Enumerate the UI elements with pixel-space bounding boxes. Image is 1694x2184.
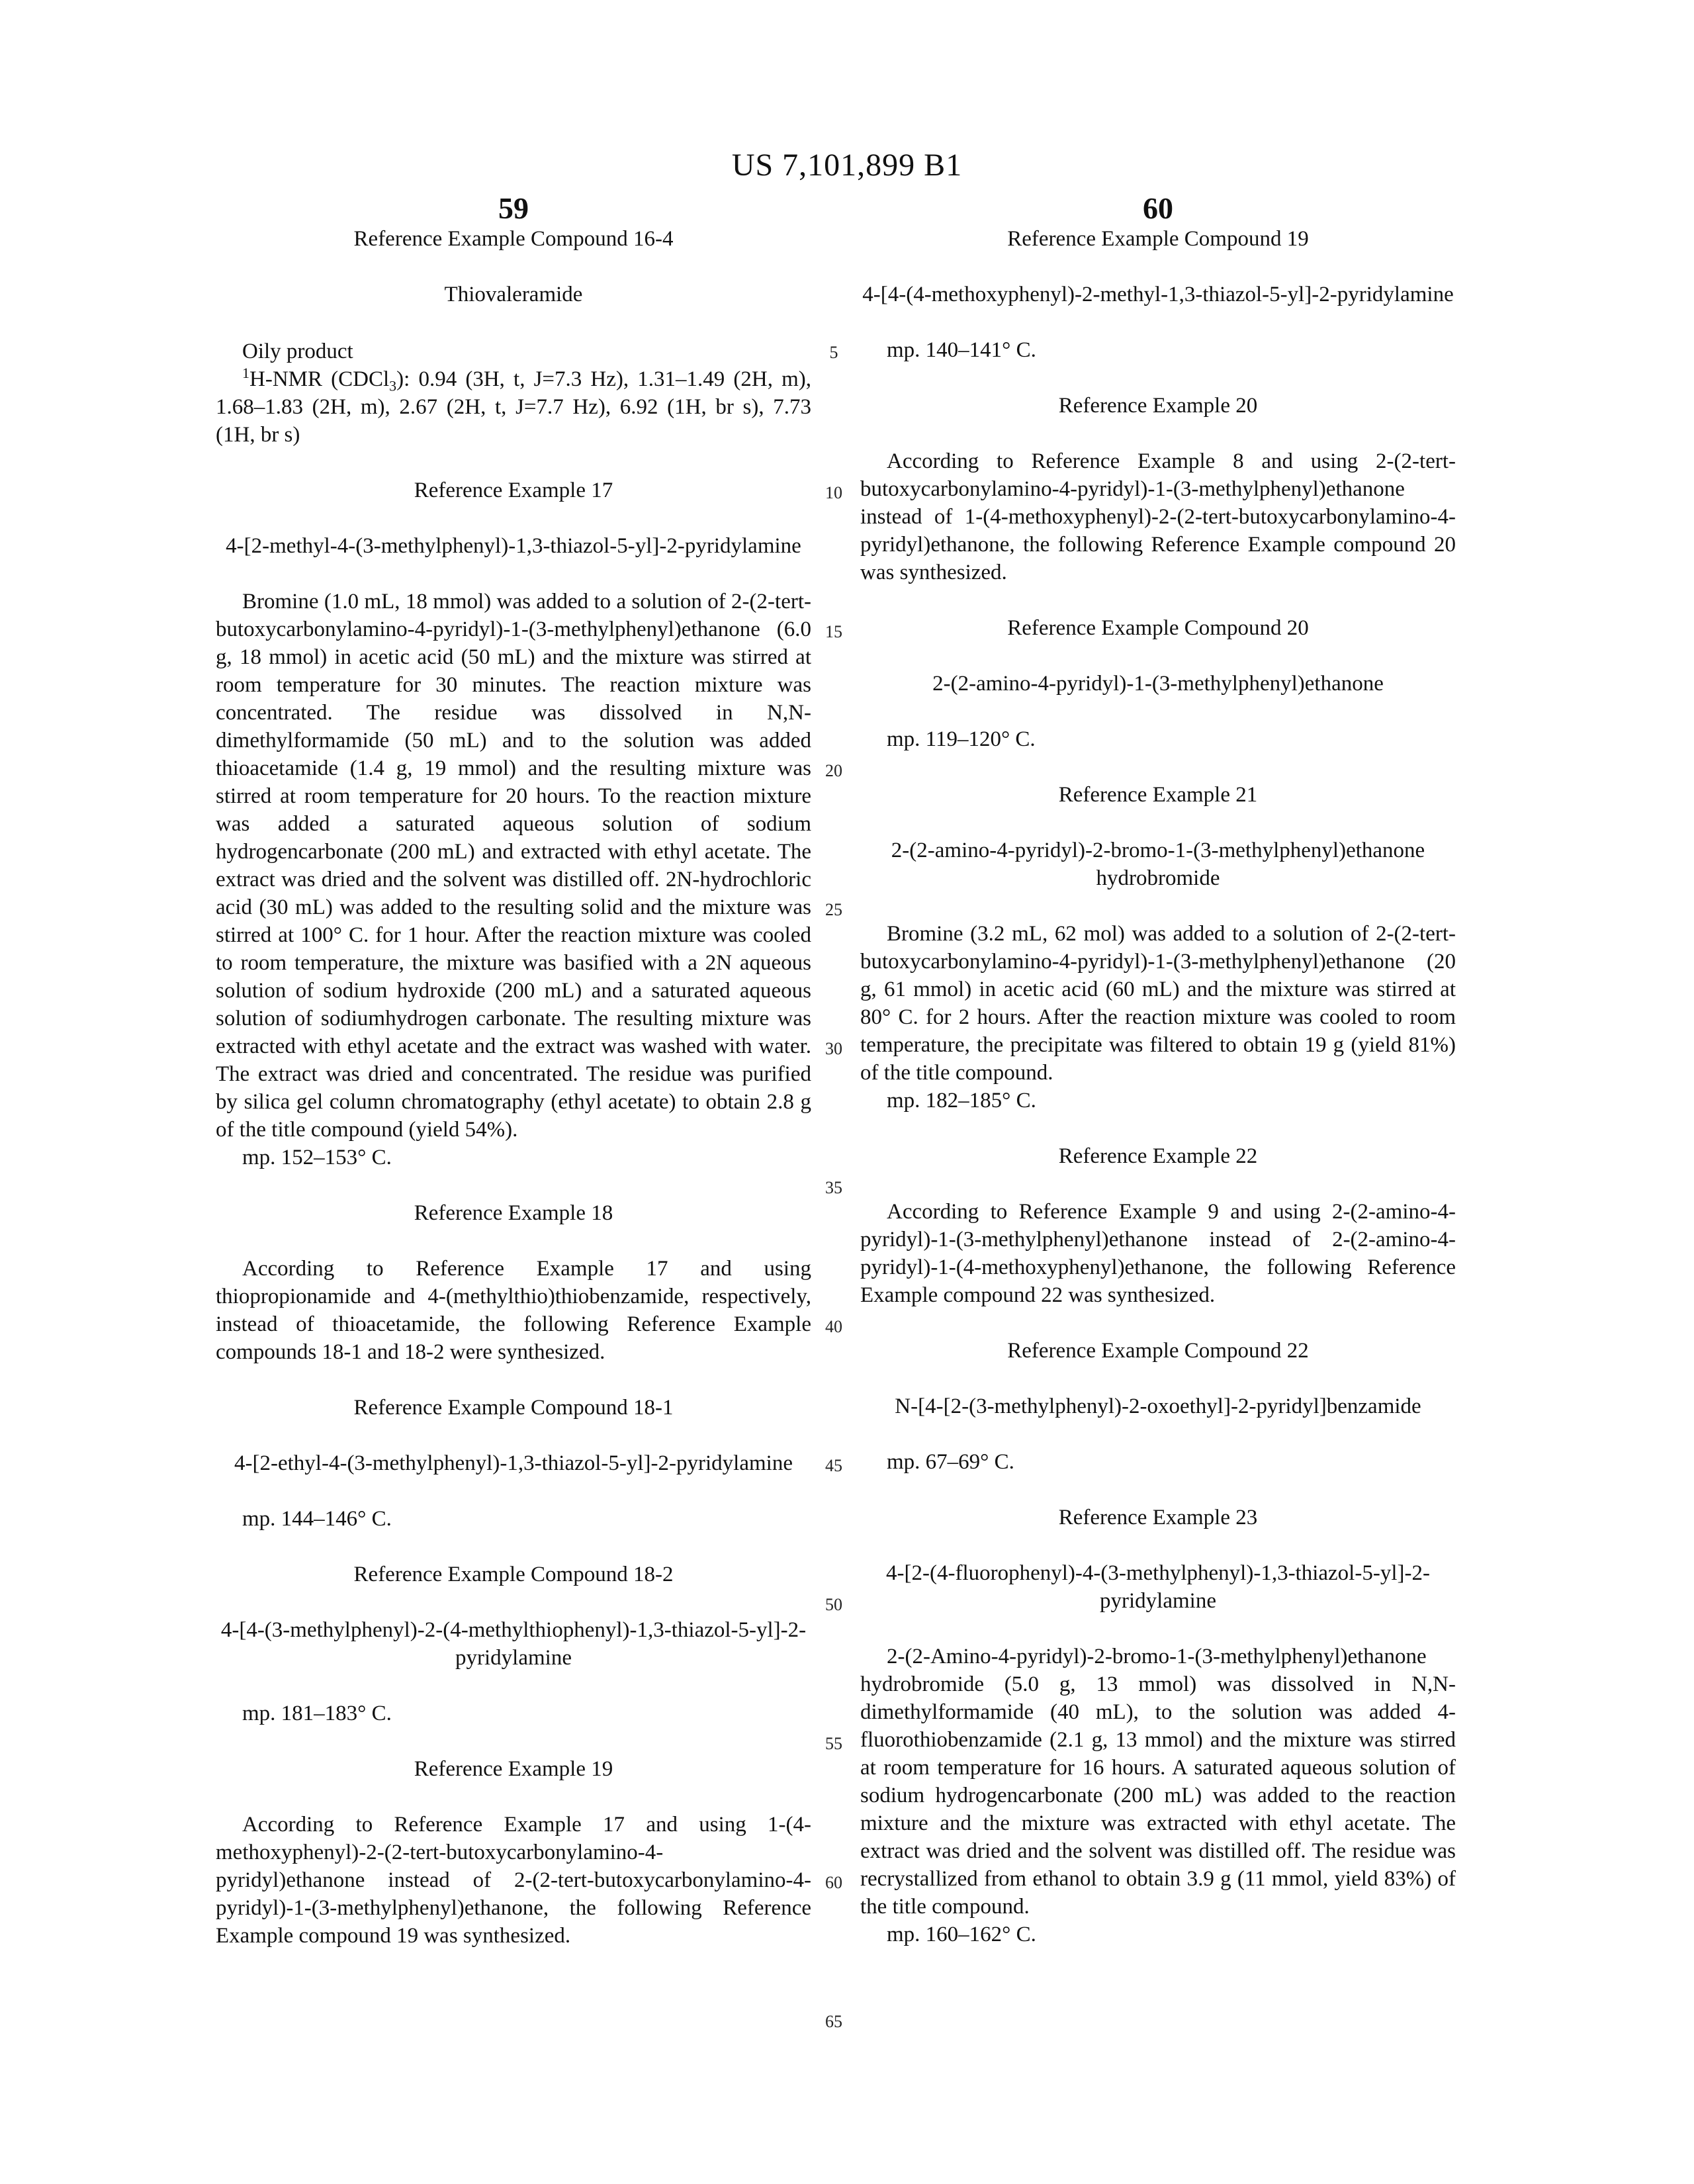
compound-name: 2-(2-amino-4-pyridyl)-2-bromo-1-(3-methylphenyl)ethanone hydrobromide [860, 837, 1456, 892]
melting-point: mp. 119–120° C. [860, 725, 1456, 753]
patent-number: US 7,101,899 B1 [0, 147, 1694, 183]
compound-name: 4-[4-(4-methoxyphenyl)-2-methyl-1,3-thiazol-5-yl]-2-pyridylamine [860, 281, 1456, 308]
line-number: 25 [821, 900, 847, 920]
melting-point: mp. 160–162° C. [860, 1921, 1456, 1948]
melting-point: mp. 140–141° C. [860, 336, 1456, 364]
page-number-left: 59 [447, 191, 580, 226]
body-paragraph: According to Reference Example 8 and using 2-(2-tert-butoxycarbonylamino-4-pyridyl)-1-(3-methylphenyl)ethanone instead of 1-(4-methoxyphenyl)-2-(2-tert-butoxycarbonylamino-4-pyridyl)ethanone, the following Reference Example compound 20 was synthesized. [860, 447, 1456, 586]
section-heading: Reference Example Compound 22 [860, 1337, 1456, 1365]
section-heading: Reference Example 20 [860, 392, 1456, 420]
page-number-right: 60 [1092, 191, 1224, 226]
compound-name: 2-(2-amino-4-pyridyl)-1-(3-methylphenyl)ethanone [860, 670, 1456, 698]
body-paragraph: According to Reference Example 9 and using 2-(2-amino-4-pyridyl)-1-(3-methylphenyl)ethanone instead of 2-(2-amino-4-pyridyl)-1-(4-methoxyphenyl)ethanone, the following Reference Example compound 22 was synthesized. [860, 1198, 1456, 1309]
line-number: 30 [821, 1039, 847, 1059]
left-column [216, 225, 811, 1950]
line-number: 50 [821, 1595, 847, 1615]
section-heading: Reference Example Compound 16-4 [216, 225, 811, 253]
section-heading: Reference Example 23 [860, 1504, 1456, 1531]
nmr-subscript: 3 [389, 378, 396, 394]
melting-point: mp. 181–183° C. [216, 1700, 811, 1727]
line-number: 15 [821, 622, 847, 642]
line-number: 45 [821, 1456, 847, 1476]
nmr-superscript: 1 [242, 365, 249, 381]
section-heading: Reference Example Compound 20 [860, 614, 1456, 642]
line-number: 10 [821, 483, 847, 503]
melting-point: mp. 152–153° C. [216, 1144, 811, 1171]
melting-point: mp. 182–185° C. [860, 1087, 1456, 1115]
compound-name: 4-[4-(3-methylphenyl)-2-(4-methylthiophenyl)-1,3-thiazol-5-yl]-2-pyridylamine [216, 1616, 811, 1672]
compound-name: 4-[2-(4-fluorophenyl)-4-(3-methylphenyl)-1,3-thiazol-5-yl]-2-pyridylamine [860, 1559, 1456, 1615]
body-paragraph: Bromine (1.0 mL, 18 mmol) was added to a solution of 2-(2-tert-butoxycarbonylamino-4-pyridyl)-1-(3-methylphenyl)ethanone (6.0 g, 18 mmol) in acetic acid (50 mL) and the mixture was stirred at room temperature for 30 minutes. The reaction mixture was concentrated. The residue was dissolved in N,N-dimethylformamide (50 mL) and to the solution was added thioacetamide (1.4 g, 19 mmol) and the resulting mixture was stirred at room temperature for 20 hours. To the reaction mixture was added a saturated aqueous solution of sodium hydrogencarbonate (200 mL) and extracted with ethyl acetate. The extract was dried and the solvent was distilled off. 2N-hydrochloric acid (30 mL) was added to the resulting solid and the mixture was stirred at 100° C. for 1 hour. After the reaction mixture was cooled to room temperature, the mixture was basified with a 2N aqueous solution of sodium hydroxide (200 mL) and a saturated aqueous solution of sodiumhydrogen carbonate. The resulting mixture was extracted with ethyl acetate and the extract was washed with water. The extract was dried and concentrated. The residue was purified by silica gel column chromatography (ethyl acetate) to obtain 2.8 g of the title compound (yield 54%). [216, 588, 811, 1144]
section-heading: Reference Example 18 [216, 1199, 811, 1227]
melting-point: mp. 67–69° C. [860, 1448, 1456, 1476]
line-number: 40 [821, 1317, 847, 1337]
line-number: 55 [821, 1734, 847, 1754]
line-number: 60 [821, 1873, 847, 1893]
section-heading: Reference Example Compound 18-1 [216, 1394, 811, 1422]
body-paragraph: According to Reference Example 17 and using thiopropionamide and 4-(methylthio)thiobenzamide, respectively, instead of thioacetamide, the following Reference Example compounds 18-1 and 18-2 were synthesized. [216, 1255, 811, 1366]
body-paragraph: According to Reference Example 17 and using 1-(4-methoxyphenyl)-2-(2-tert-butoxycarbonylamino-4-pyridyl)ethanone instead of 2-(2-tert-butoxycarbonylamino-4-pyridyl)-1-(3-methylphenyl)ethanone, the following Reference Example compound 19 was synthesized. [216, 1811, 811, 1950]
line-number: 35 [821, 1178, 847, 1198]
melting-point: mp. 144–146° C. [216, 1505, 811, 1533]
nmr-text-start: H-NMR (CDCl [249, 367, 389, 391]
section-heading: Reference Example 19 [216, 1755, 811, 1783]
compound-name: Thiovaleramide [216, 281, 811, 308]
line-number: 65 [821, 2012, 847, 2032]
compound-name: 4-[2-ethyl-4-(3-methylphenyl)-1,3-thiazol-5-yl]-2-pyridylamine [216, 1449, 811, 1477]
nmr-text-end: ): 0.94 (3H, t, J=7.3 Hz), 1.31–1.49 (2H, m), 1.68–1.83 (2H, m), 2.67 (2H, t, J=7.7 Hz), 6.92 (1H, br s), 7.73 (1H, br s) [216, 367, 811, 447]
section-heading: Reference Example Compound 19 [860, 225, 1456, 253]
body-paragraph: 2-(2-Amino-4-pyridyl)-2-bromo-1-(3-methylphenyl)ethanone hydrobromide (5.0 g, 13 mmol) was dissolved in N,N-dimethylformamide (40 mL), to the solution was added 4-fluorothiobenzamide (2.1 g, 13 mmol) and the mixture was stirred at room temperature for 16 hours. A saturated aqueous solution of sodium hydrogencarbonate (200 mL) was added to the reaction mixture and the mixture was extracted with ethyl acetate. The extract was dried and the solvent was distilled off. The residue was recrystallized from ethanol to obtain 3.9 g (11 mmol, yield 83%) of the title compound. [860, 1643, 1456, 1921]
nmr-data [216, 365, 811, 449]
section-heading: Reference Example Compound 18-2 [216, 1561, 811, 1588]
line-number: 20 [821, 761, 847, 781]
product-note: Oily product [216, 338, 811, 365]
compound-name: N-[4-[2-(3-methylphenyl)-2-oxoethyl]-2-pyridyl]benzamide [860, 1392, 1456, 1420]
section-heading: Reference Example 22 [860, 1142, 1456, 1170]
right-column [860, 225, 1456, 1948]
section-heading: Reference Example 21 [860, 781, 1456, 809]
body-paragraph: Bromine (3.2 mL, 62 mol) was added to a solution of 2-(2-tert-butoxycarbonylamino-4-pyridyl)-1-(3-methylphenyl)ethanone (20 g, 61 mmol) in acetic acid (60 mL) and the mixture was stirred at 80° C. for 2 hours. After the reaction mixture was cooled to room temperature, the precipitate was filtered to obtain 19 g (yield 81%) of the title compound. [860, 920, 1456, 1087]
compound-name: 4-[2-methyl-4-(3-methylphenyl)-1,3-thiazol-5-yl]-2-pyridylamine [216, 532, 811, 560]
line-number: 5 [821, 343, 847, 363]
section-heading: Reference Example 17 [216, 477, 811, 504]
